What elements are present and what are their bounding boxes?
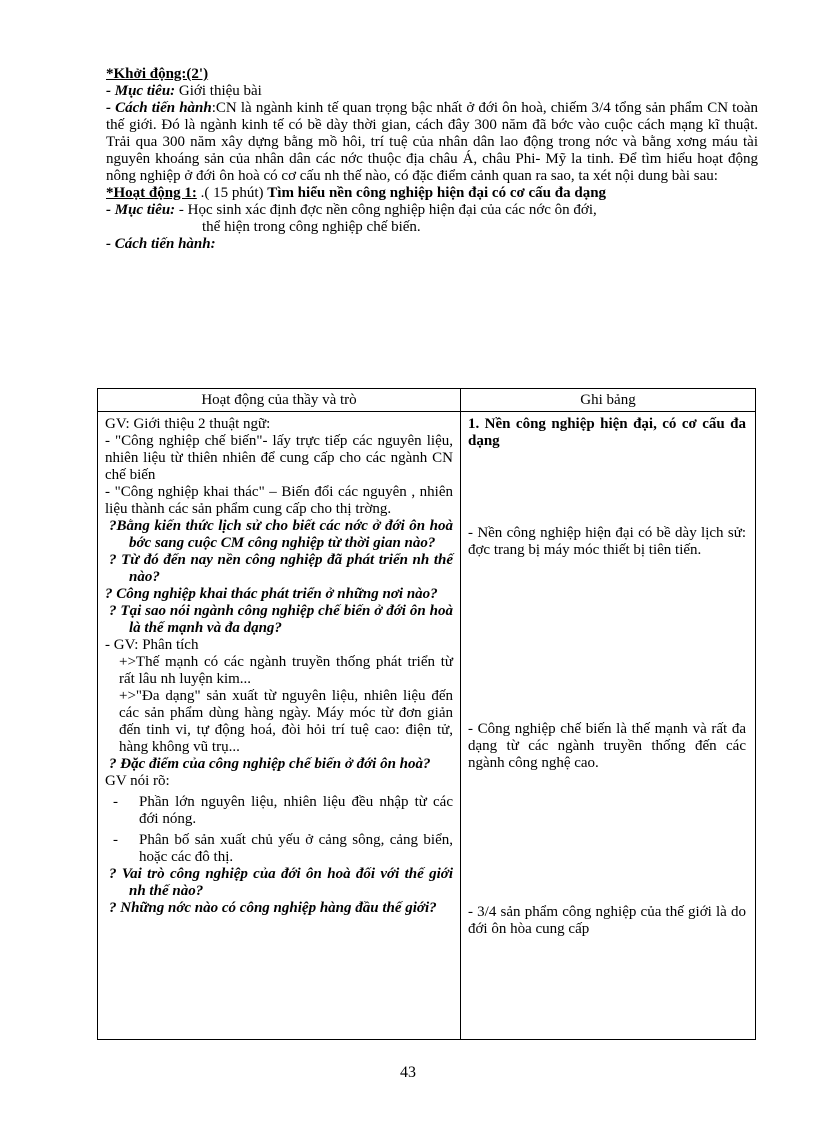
question: ? Từ đó đến nay nền công nghiệp đã phát triển nh thế nào? (109, 552, 453, 585)
activity-objective-line2: thể hiện trong công nghiệp chế biến. (202, 219, 421, 235)
note-block (468, 525, 746, 559)
objective-text: Giới thiệu bài (175, 83, 262, 99)
question: ? Công nghiệp khai thác phát triển ở những nơi nào? (105, 586, 438, 602)
intro-section (106, 66, 758, 253)
note-text: - 3/4 sản phẩm công nghiệp của thế giới là do đới ôn hòa cung cấp (468, 904, 746, 937)
bullet-mark: - (113, 832, 118, 848)
header-divider (98, 411, 755, 412)
activities-column (105, 416, 453, 917)
activity-line: - "Công nghiệp chế biến"- lấy trực tiếp các nguyên liệu, nhiên liệu từ thiên nhiên để cung cấp cho các ngành CN chế biến (105, 433, 453, 483)
page-number: 43 (400, 1064, 416, 1081)
procedure-text: :CN là ngành kinh tế quan trọng bậc nhất ở đới ôn hoà, chiếm 3/4 tổng sản phẩm CN toàn thế giới. Đó là ngành kinh tế có bề dày thời gian, cách đây 300 năm đã bớc vào cuộc cách mạng kĩ thuật. Trải qua 300 năm xây dựng bằng mồ hôi, trí tuệ của nhân dân lao động trong nớc và bằng xơng máu tài nguyên khoáng sản của nhân dân các nớc thuộc địa châu Á, châu Phi- Mỹ la tinh. Để tìm hiểu hoạt động nông nghiệp ở đới ôn hoà có cơ cấu nh thế nào, có đặc điểm cảnh quan ra sao, ta xét nội dung bài sau: (106, 100, 758, 184)
activity-line: - "Công nghiệp khai thác" – Biến đổi các nguyên , nhiên liệu thành các sản phẩm cung cấp cho thị trờng. (105, 484, 453, 517)
activity-objective-label: - Mục tiêu: (106, 202, 176, 218)
procedure-label: - Cách tiến hành (106, 100, 212, 116)
lesson-table (97, 388, 756, 1040)
bullet-text: Phân bố sản xuất chủ yếu ở cảng sông, cảng biển, hoặc các đô thị. (139, 832, 453, 865)
bullet-item (105, 832, 453, 866)
activity-line: +>"Đa dạng" sản xuất từ nguyên liệu, nhiên liệu đến các sản phẩm dùng hàng ngày. Máy móc từ đơn giản đến tinh vi, tự động hoá, đòi hỏi trí tuệ cao: điện tử, hàng không vũ trụ... (119, 688, 453, 755)
activity-time: .( 15 phút) (196, 185, 268, 201)
bullet-mark: - (113, 794, 118, 810)
activity-title: Tìm hiểu nền công nghiệp hiện đại có cơ cấu đa dạng (267, 185, 607, 201)
activity-procedure-label: - Cách tiến hành: (106, 236, 216, 252)
notes-heading (468, 416, 746, 450)
activity-line: +>Thế mạnh có các ngành truyền thống phát triển từ rất lâu nh luyện kim... (119, 654, 453, 687)
question: ? Đặc điểm của công nghiệp chế biến ở đới ôn hoà? (109, 756, 431, 772)
note-text: - Nền công nghiệp hiện đại có bề dày lịch sử: đợc trang bị máy móc thiết bị tiên tiến. (468, 525, 746, 558)
header-activities: Hoạt động của thầy và trò (201, 392, 357, 408)
question: ? Vai trò công nghiệp của đới ôn hoà đối với thế giới nh thế nào? (109, 866, 453, 899)
bullet-item (105, 794, 453, 828)
question: ?Bằng kiến thức lịch sử cho biết các nớc ở đới ôn hoà bớc sang cuộc CM công nghiệp từ thời gian nào? (109, 518, 453, 551)
note-block (468, 721, 746, 772)
note-block (468, 904, 746, 938)
activity-objective-line1: - Học sinh xác định đợc nền công nghiệp hiện đại của các nớc ôn đới, (175, 202, 597, 218)
activity-line: GV nói rõ: (105, 773, 170, 789)
activity-line: - GV: Phân tích (105, 637, 199, 653)
warmup-heading: *Khởi động:(2') (106, 66, 209, 82)
column-divider (460, 389, 461, 1039)
bullet-text: Phần lớn nguyên liệu, nhiên liệu đều nhập từ các đới nóng. (139, 794, 453, 827)
activity-line: GV: Giới thiệu 2 thuật ngữ: (105, 416, 271, 432)
objective-label: - Mục tiêu: (106, 83, 176, 99)
note-text: - Công nghiệp chế biến là thế mạnh và rất đa dạng từ các ngành truyền thống đến các ngành công nghệ cao. (468, 721, 746, 771)
question: ? Những nớc nào có công nghiệp hàng đầu thế giới? (109, 900, 437, 916)
activity-label: *Hoạt động 1: (106, 185, 197, 201)
section-heading: 1. Nền công nghiệp hiện đại, có cơ cấu đa dạng (468, 416, 746, 449)
header-notes: Ghi bảng (580, 392, 636, 408)
question: ? Tại sao nói ngành công nghiệp chế biến ở đới ôn hoà là thế mạnh và đa dạng? (109, 603, 453, 636)
